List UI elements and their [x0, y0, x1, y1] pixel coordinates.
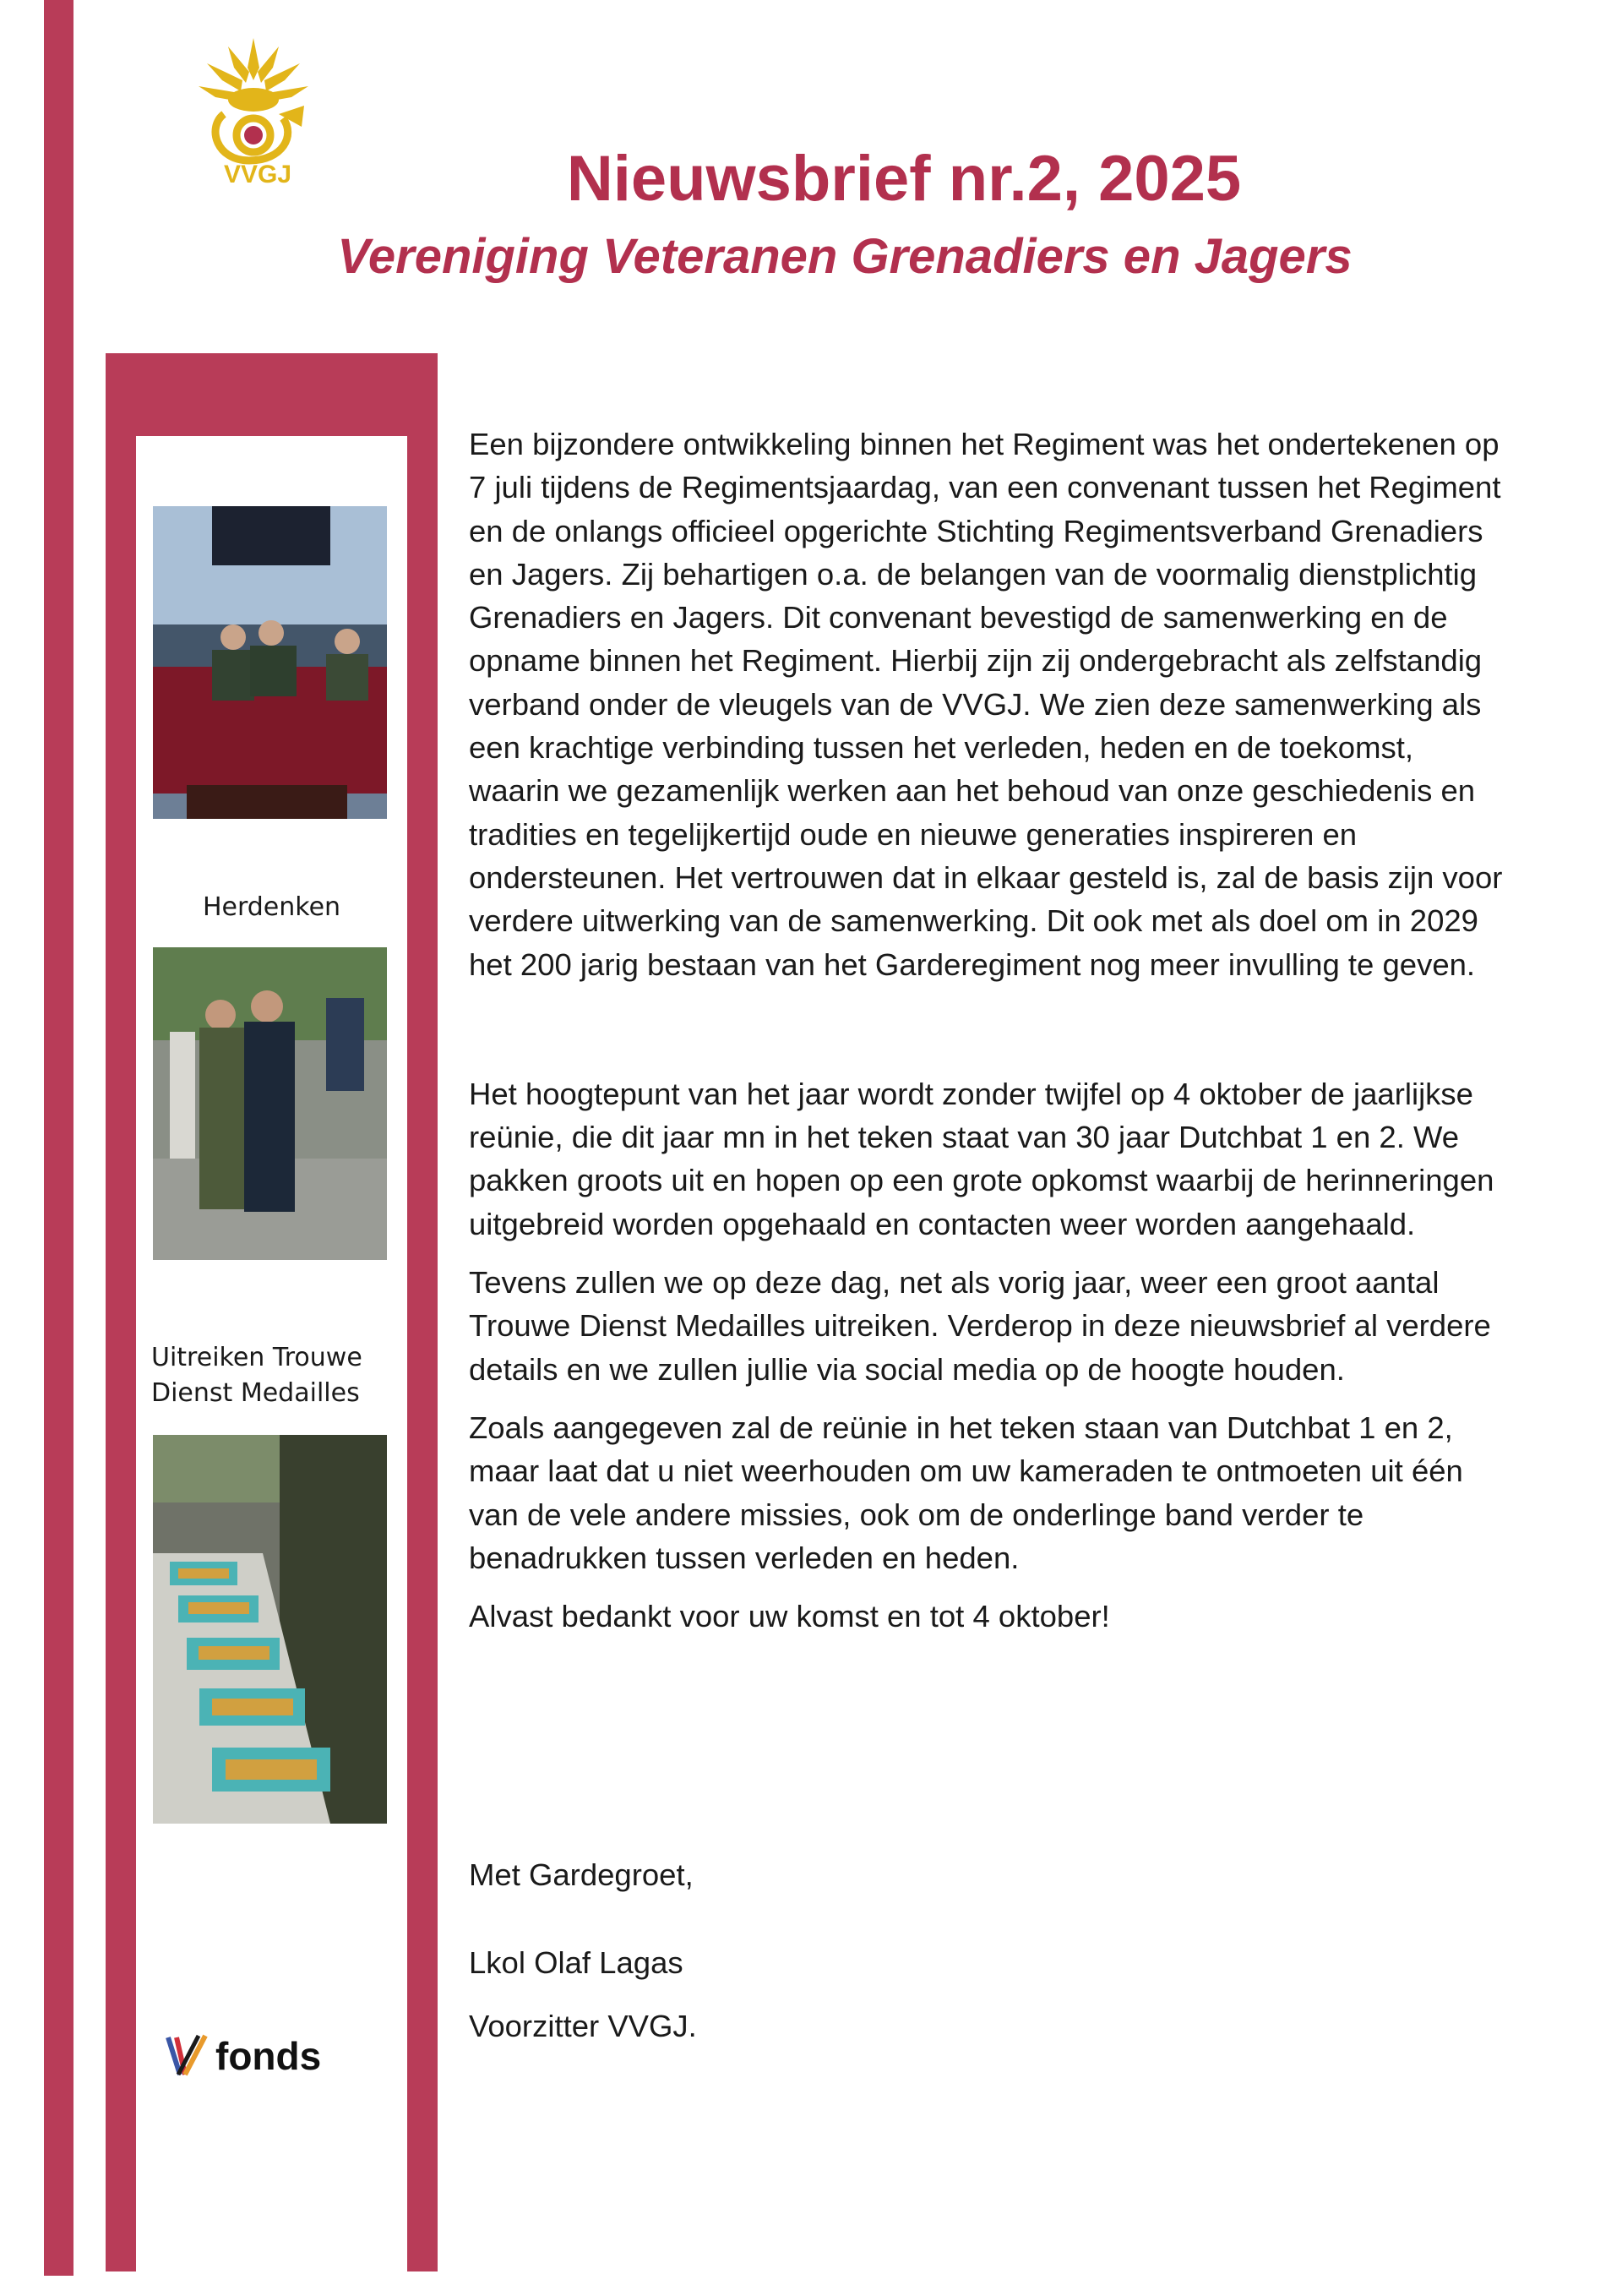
- left-accent-bar: [44, 0, 73, 2276]
- signer-name: Lkol Olaf Lagas: [469, 1945, 683, 1980]
- signer-title: Voorzitter VVGJ.: [469, 2009, 697, 2043]
- vvgj-emblem-icon: [190, 34, 317, 182]
- logo-text: VVGJ: [223, 161, 292, 188]
- article-body: [469, 423, 1508, 1638]
- article-paragraph: Alvast bedankt voor uw komst en tot 4 oktober!: [469, 1599, 1110, 1634]
- caption-herdenken: Herdenken: [202, 892, 341, 922]
- sidebar-panel: [136, 436, 407, 2271]
- caption-uitreiken-line1: Uitreiken Trouwe: [151, 1343, 362, 1372]
- page-subtitle: Vereniging Veteranen Grenadiers en Jagers: [337, 229, 1353, 284]
- signing-ceremony-photo: [153, 506, 387, 819]
- fonds-label: fonds: [215, 2034, 322, 2078]
- v-fonds-logo: [165, 2031, 376, 2081]
- article-paragraph: Een bijzondere ontwikkeling binnen het Regiment was het ondertekenen op 7 juli tijdens de Regimentsjaardag, van een convenant tussen het Regiment en de onlangs officieel opgerichte Stichting Regimentsverband Grenadiers en Jagers. Zij behartigen o.a. de belangen van de voormalig dienstplichtig Grenadiers en Jagers. Dit convenant bevestigd de samenwerking en de opname binnen het Regiment. Hierbij zijn zij ondergebracht als zelfstandig verband onder de vleugels van de VVGJ. We zien deze samenwerking als een krachtige verbinding tussen het verleden, heden en de toekomst, waarin we gezamenlijk werken aan het behoud van onze geschiedenis en tradities en tegelijkertijd oude en nieuwe generaties inspireren en ondersteunen. Het vertrouwen dat in elkaar gesteld is, zal de basis zijn voor verdere uitwerking van de samenwerking. Dit ook met als doel om in 2029 het 200 jarig bestaan van het Garderegiment nog meer invulling te geven.: [469, 427, 1503, 982]
- caption-uitreiken-line2: Dienst Medailles: [151, 1378, 360, 1408]
- page-title: Nieuwsbrief nr.2, 2025: [566, 143, 1242, 215]
- sidebar-frame: [106, 353, 438, 2271]
- article-paragraph: Het hoogtepunt van het jaar wordt zonder twijfel op 4 oktober de jaarlijkse reünie, die dit jaar mn in het teken staat van 30 jaar Dutchbat 1 en 2. We pakken groots uit en hopen op een grote opkomst waarbij de herinneringen uitgebreid worden opgehaald en contacten weer worden aangehaald.: [469, 1076, 1494, 1241]
- medals-photo: [153, 1435, 387, 1824]
- v-fonds-mark-icon: [165, 2032, 209, 2080]
- greeting: Met Gardegroet,: [469, 1857, 694, 1892]
- article-paragraph: Zoals aangegeven zal de reünie in het teken staan van Dutchbat 1 en 2, maar laat dat u niet weerhouden om uw kameraden te ontmoeten uit één van de vele andere missies, ook om de onderlinge band verder te benadrukken tussen verleden en heden.: [469, 1410, 1463, 1575]
- commemoration-photo: [153, 947, 387, 1260]
- article-paragraph: Tevens zullen we op deze dag, net als vorig jaar, weer een groot aantal Trouwe Dienst Medailles uitreiken. Verderop in deze nieuwsbrief al verdere details en we zullen jullie via social media op de hoogte houden.: [469, 1265, 1491, 1387]
